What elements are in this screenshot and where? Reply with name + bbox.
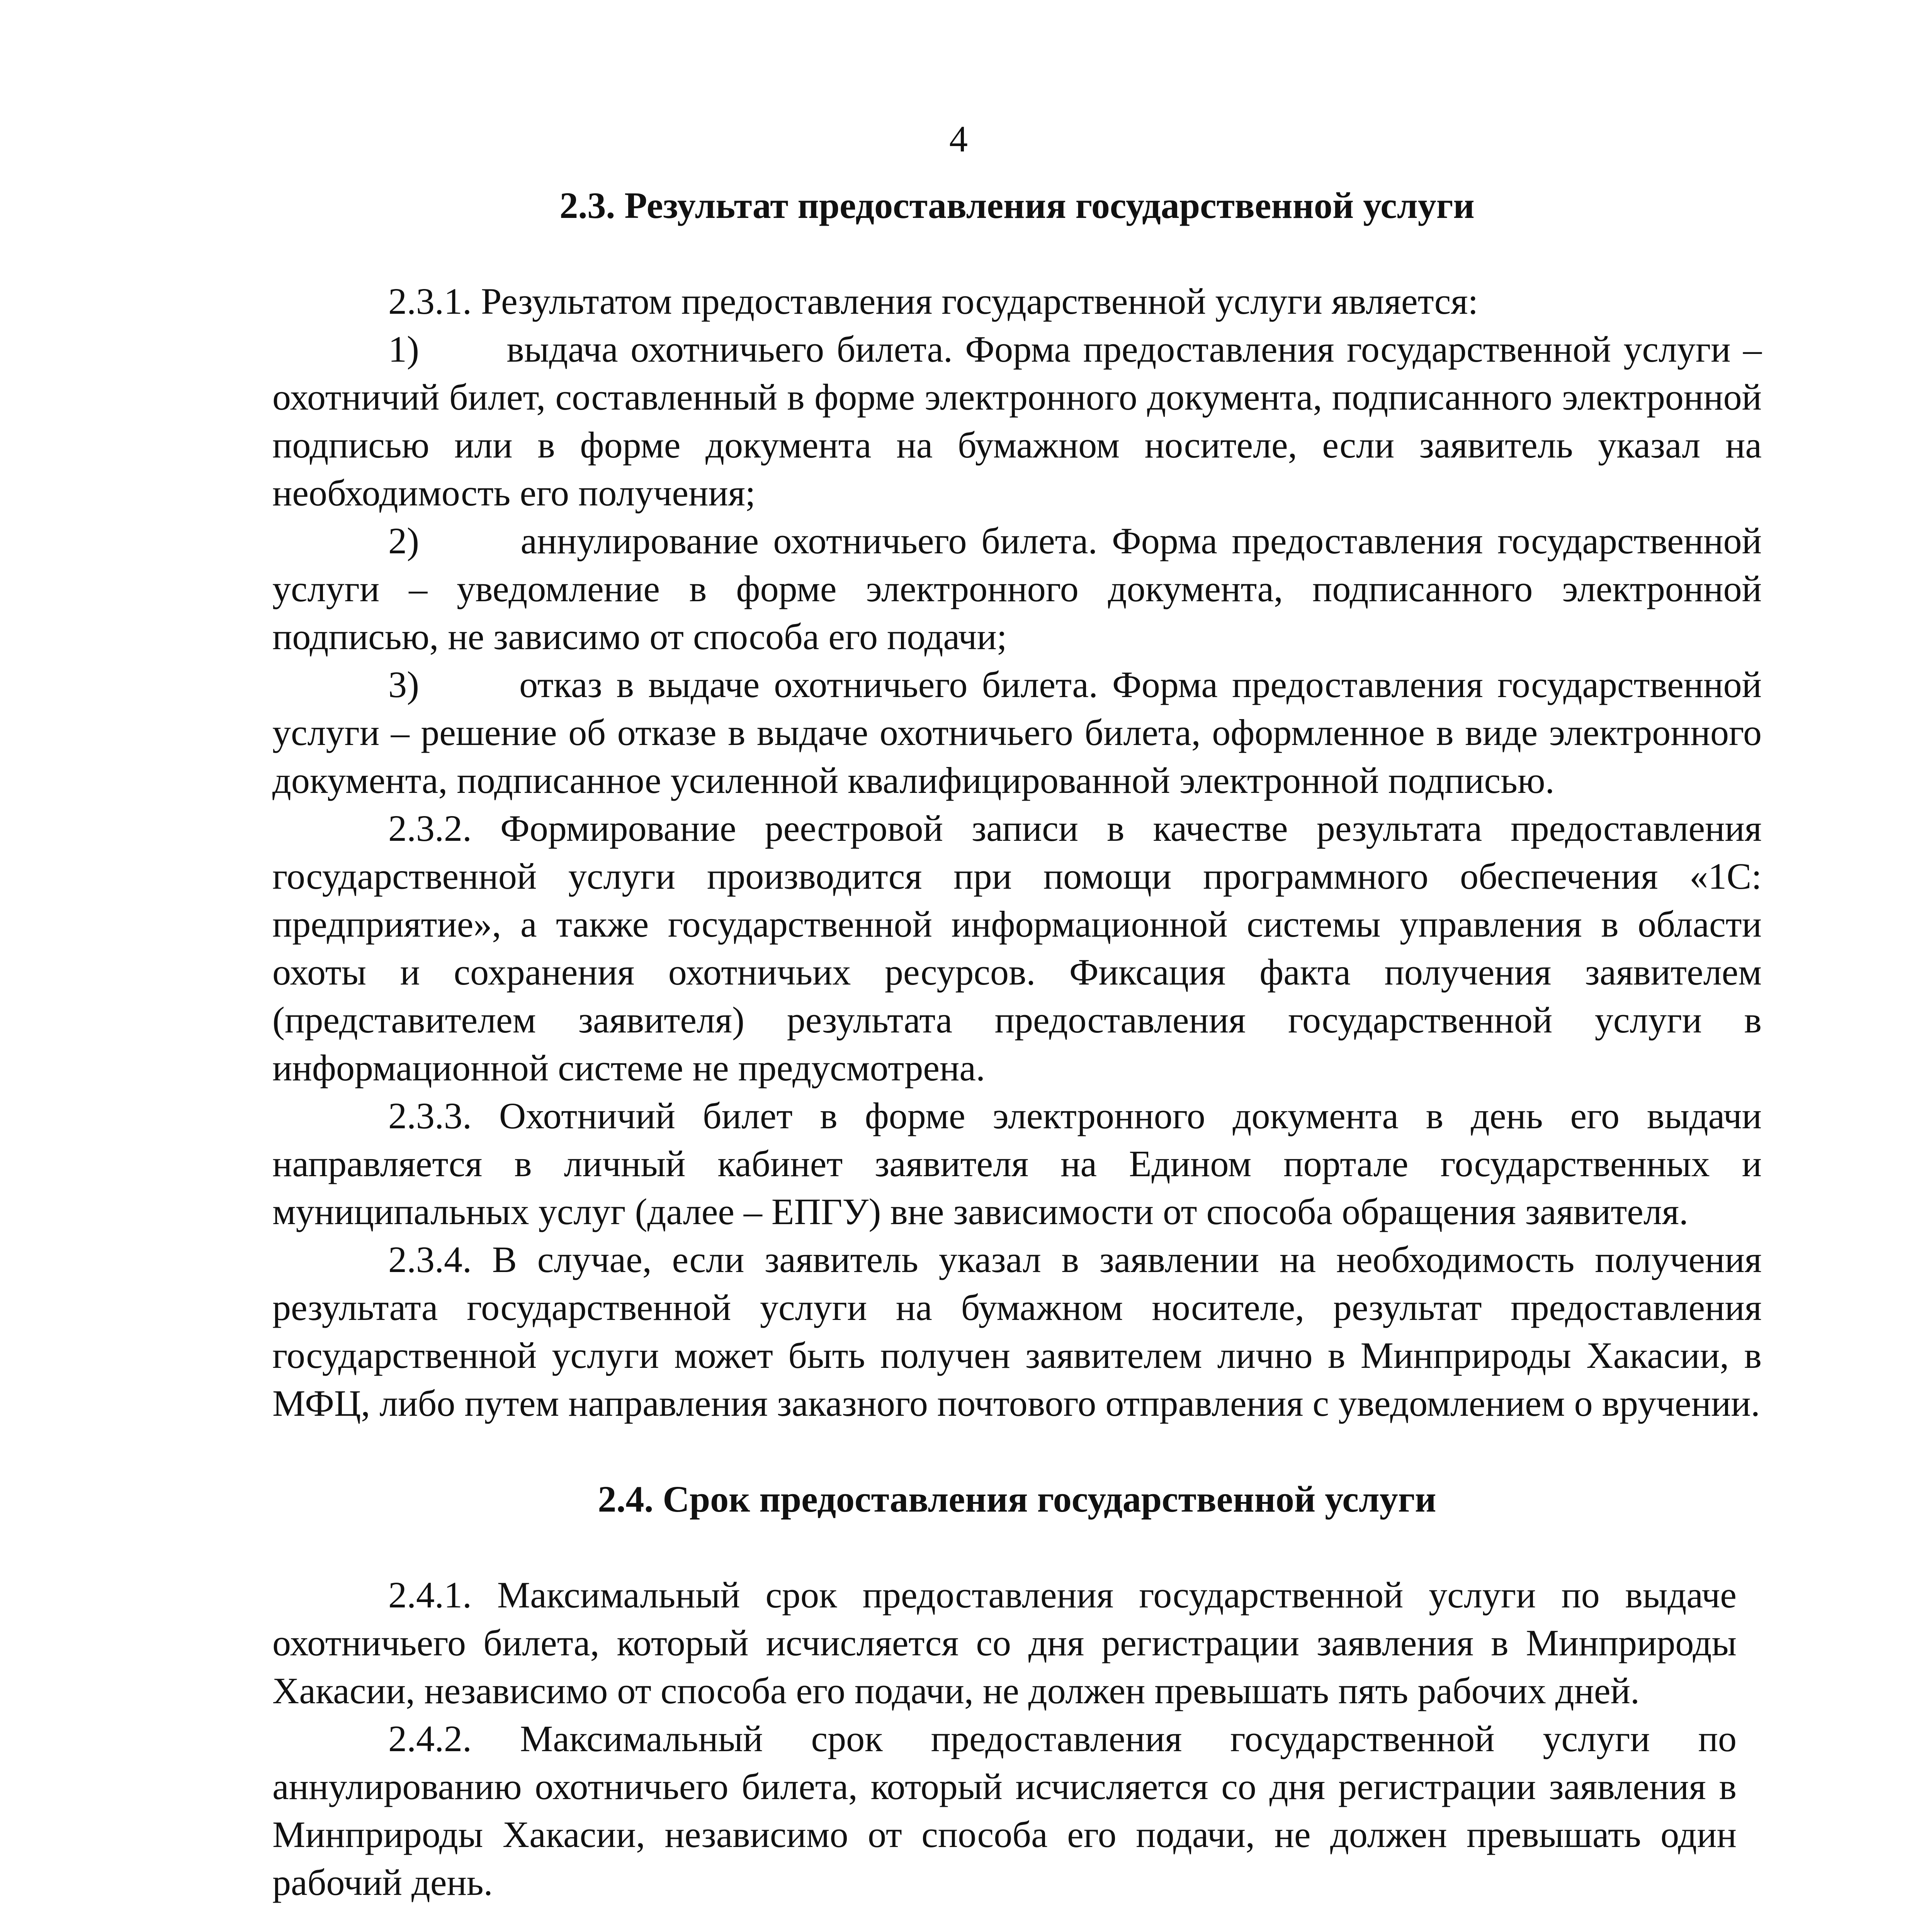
list-item-3: 3) отказ в выдаче охотничьего билета. Форма предоставления государственной услуги – решение об отказе в выдаче охотничьего билета, оформленное в виде электронного документа, подписанное усиленной квалифицированной электронной подписью.: [272, 664, 1762, 801]
paragraph-2-3-4: 2.3.4. В случае, если заявитель указал в заявлении на необходимость получения результата государственной услуги на бумажном носителе, результат предоставления государственной услуги может быть получен заявителем лично в Минприроды Хакасии, в МФЦ, либо путем направления заказного почтового отправления с уведомлением о вручении.: [272, 1239, 1762, 1424]
section-heading-2-3: 2.3. Результат предоставления государственной услуги: [559, 185, 1475, 226]
document-body: [272, 182, 1762, 1932]
list-item-2: 2) аннулирование охотничьего билета. Форма предоставления государственной услуги – уведомление в форме электронного документа, подписанного электронной подписью, не зависимо от способа его подачи;: [272, 520, 1762, 657]
paragraph-2-3-3: 2.3.3. Охотничий билет в форме электронного документа в день его выдачи направляется в личный кабинет заявителя на Едином портале государственных и муниципальных услуг (далее – ЕПГУ) вне зависимости от способа обращения заявителя.: [272, 1095, 1762, 1232]
paragraph-2-4-2: 2.4.2. Максимальный срок предоставления государственной услуги по аннулированию охотничьего билета, который исчисляется со дня регистрации заявления в Минприроды Хакасии, независимо от способа его подачи, не должен превышать один рабочий день.: [272, 1718, 1737, 1903]
paragraph-2-4-1: 2.4.1. Максимальный срок предоставления государственной услуги по выдаче охотничьего билета, который исчисляется со дня регистрации заявления в Минприроды Хакасии, независимо от способа его подачи, не должен превышать пять рабочих дней.: [272, 1574, 1737, 1711]
paragraph-2-3-2: 2.3.2. Формирование реестровой записи в качестве результата предоставления государственной услуги производится при помощи программного обеспечения «1С: предприятие», а также государственной информационной системы управления в области охоты и сохранения охотничьих ресурсов. Фиксация факта получения заявителем (представителем заявителя) результата предоставления государственной услуги в информационной системе не предусмотрена.: [272, 808, 1762, 1088]
list-item-1: 1) выдача охотничьего билета. Форма предоставления государственной услуги – охотничий билет, составленный в форме электронного документа, подписанного электронной подписью или в форме документа на бумажном носителе, если заявитель указал на необходимость его получения;: [272, 328, 1762, 514]
section-heading-2-4: 2.4. Срок предоставления государственной услуги: [598, 1478, 1436, 1520]
paragraph-2-3-1: 2.3.1. Результатом предоставления государственной услуги является:: [388, 281, 1479, 322]
page-number: 4: [949, 118, 968, 160]
